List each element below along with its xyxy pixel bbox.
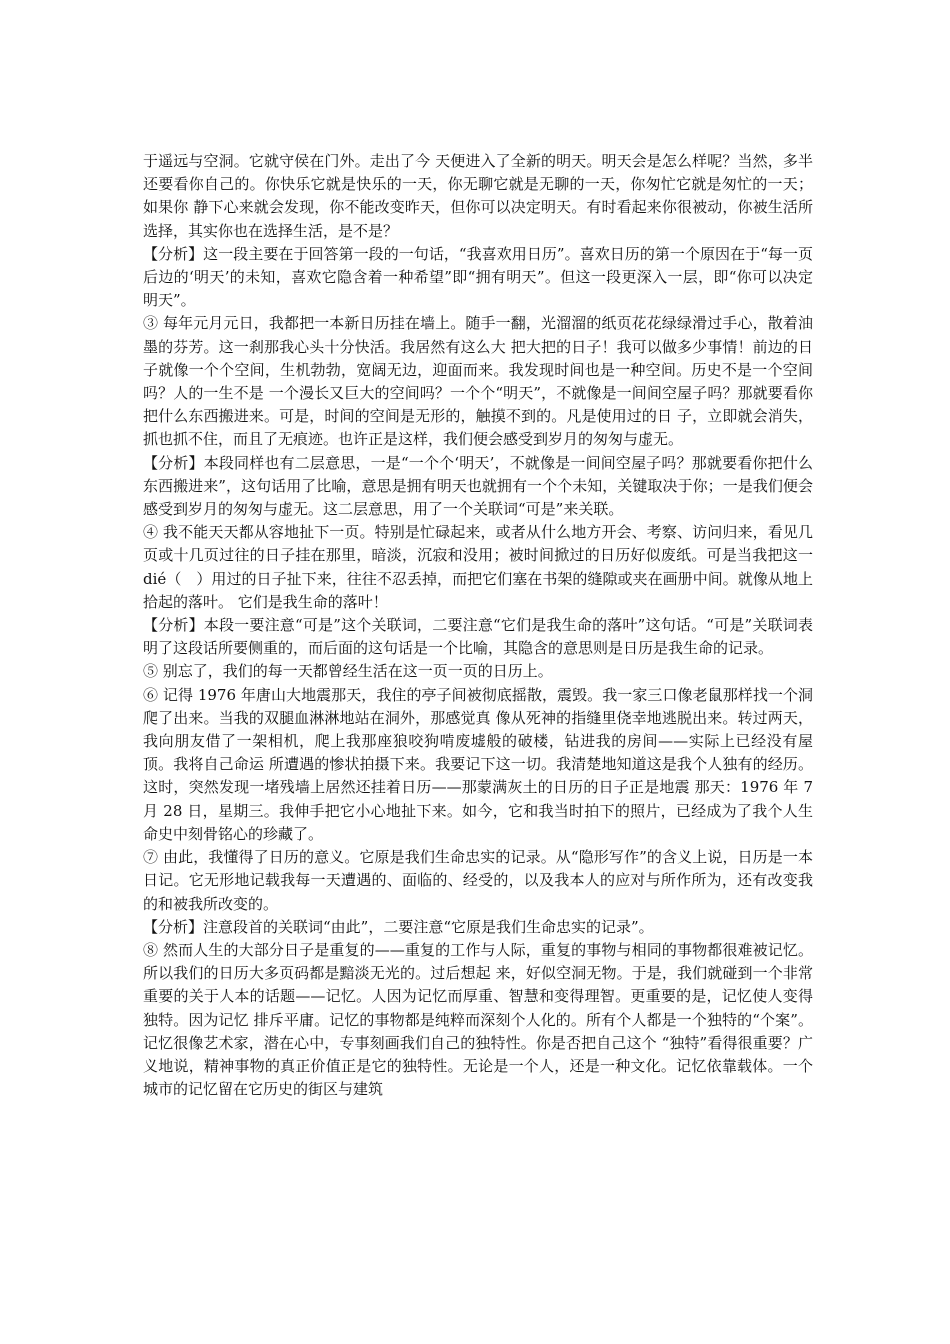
analysis-paragraph-4: 【分析】本段一要注意“可是”这个关联词，二要注意“它们是我生命的落叶”这句话。“可是”关联词表明了这段话所要侧重的，而后面的这句话是一个比喻，其隐含的意思则是日历是我生命的记录。 xyxy=(143,616,813,658)
paragraph-3: ③ 每年元月元日，我都把一本新日历挂在墙上。随手一翻，光溜溜的纸页花花绿绿滑过手心，散着油墨的芬芳。这一刹那我心头十分快活。我居然有这么大 把大把的日子！我可以做多少事情！前边的日子就像一个个空间，生机勃勃，宽阔无边，迎面而来。我发现时间也是一种空间。历史不是一个空间吗？人的一生不是 一个漫长又巨大的空间吗？一个个“明天”，不就像是一间间空屋子吗？那就要看你把什么东西搬进来。可是，时间的空间是无形的，触摸不到的。凡是使用过的日 子，立即就会消失，抓也抓不住，而且了无痕迹。也许正是这样，我们便会感受到岁月的匆匆与虚无。 xyxy=(143,314,813,449)
analysis-paragraph-7: 【分析】注意段首的关联词“由此”，二要注意“它原是我们生命忠实的记录”。 xyxy=(143,917,654,936)
paragraph-4: ④ 我不能天天都从容地扯下一页。特别是忙碌起来，或者从什么地方开会、考察、访问归来，看见几页或十几页过往的日子挂在那里，暗淡，沉寂和没用；被时间掀过的日历好似废纸。可是当我把这一 dié（ ）用过的日子扯下来，往往不忍丢掉，而把它们塞在书架的缝隙或夹在画册中间。就像从地上拾起的落叶。 它们是我生命的落叶！ xyxy=(143,523,813,611)
paragraph-6: ⑥ 记得 1976 年唐山大地震那天，我住的亭子间被彻底摇散，震毁。我一家三口像老鼠那样找一个洞爬了出来。当我的双腿血淋淋地站在洞外，那感觉真 像从死神的指缝里侥幸地逃脱出来。转过两天，我向朋友借了一架相机，爬上我那座狼咬狗啃废墟般的破楼，钻进我的房间——实际上已经没有屋顶。我将自己命运 所遭遇的惨状拍摄下来。我要记下这一切。我清楚地知道这是我个人独有的经历。这时，突然发现一堵残墙上居然还挂着日历——那蒙满灰土的日历的日子正是地震 那天：1976 年 7 月 28 日，星期三。我伸手把它小心地扯下来。如今，它和我当时拍下的照片，已经成为了我个人生命史中刻骨铭心的珍藏了。 xyxy=(143,685,813,843)
paragraph-8: ⑧ 然而人生的大部分日子是重复的——重复的工作与人际，重复的事物与相同的事物都很难被记忆。所以我们的日历大多页码都是黯淡无光的。过后想起 来，好似空洞无物。于是，我们就碰到一个非常重要的关于人本的话题——记忆。人因为记忆而厚重、智慧和变得理智。更重要的是，记忆使人变得独特。因为记忆 排斥平庸。记忆的事物都是纯粹而深刻个人化的。所有个人都是一个独特的“个案”。记忆很像艺术家，潜在心中，专事刻画我们自己的独特性。你是否把自己这个 “独特”看得很重要？广义地说，精神事物的真正价值正是它的独特性。无论是一个人，还是一种文化。记忆依靠载体。一个城市的记忆留在它历史的街区与建筑 xyxy=(143,940,813,1099)
paragraph-7: ⑦ 由此，我懂得了日历的意义。它原是我们生命忠实的记录。从“隐形写作”的含义上说，日历是一本日记。它无形地记载我每一天遭遇的、面临的、经受的，以及我本人的应对与所作所为，还有改变我的和被我所改变的。 xyxy=(143,848,813,913)
paragraph-5: ⑤ 别忘了，我们的每一天都曾经生活在这一页一页的日历上。 xyxy=(143,662,553,681)
analysis-paragraph-2: 【分析】这一段主要在于回答第一段的一句话，“我喜欢用日历”。喜欢日历的第一个原因在于“每一页后边的‘明天’的未知，喜欢它隐含着一种希望”即“拥有明天”。但这一段更深入一层，即“你可以决定明天”。 xyxy=(143,244,813,310)
article-body xyxy=(143,150,813,1101)
analysis-paragraph-3: 【分析】本段同样也有二层意思，一是“一个个‘明天’，不就像是一间间空屋子吗？那就要看你把什么东西搬进来”，这句话用了比喻，意思是拥有明天也就拥有一个个未知，关键取决于你；一是我们便会感受到岁月的匆匆与虚无。这二层意思，用了一个关联词“可是”来关联。 xyxy=(143,453,813,519)
paragraph-continuation: 于遥远与空洞。它就守侯在门外。走出了今 天便进入了全新的明天。明天会是怎么样呢？当然，多半还要看你自己的。你快乐它就是快乐的一天，你无聊它就是无聊的一天，你匆忙它就是匆忙的一天；如果你 静下心来就会发现，你不能改变昨天，但你可以决定明天。有时看起来你很被动，你被生活所选择，其实你也在选择生活，是不是？ xyxy=(143,152,813,240)
